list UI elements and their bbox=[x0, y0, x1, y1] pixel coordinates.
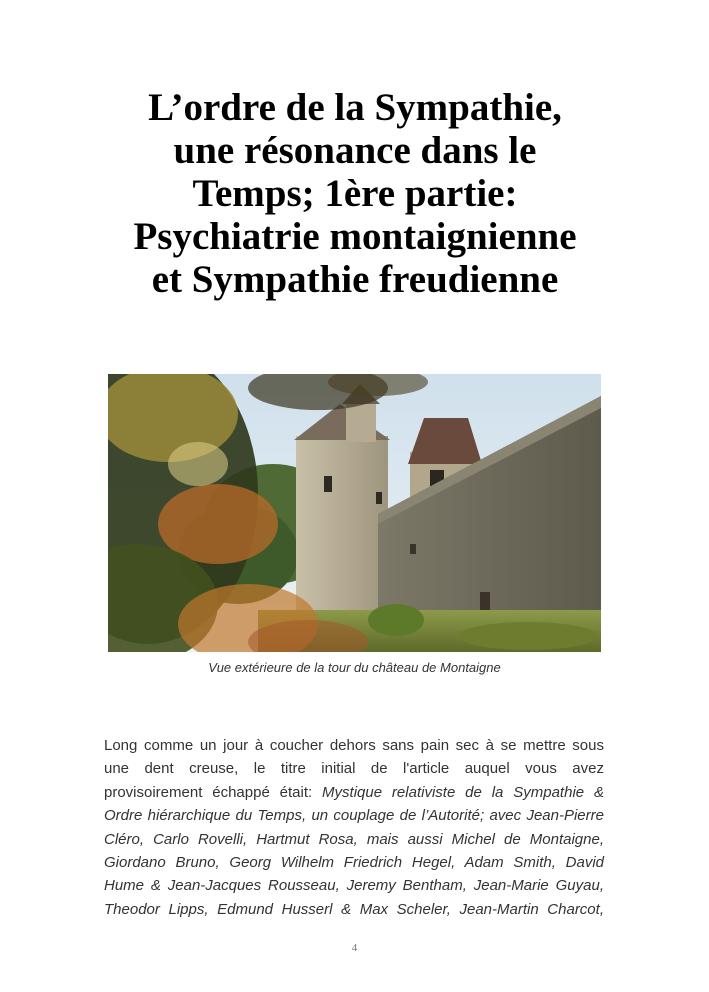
body-line: Cléro, Carlo Rovelli, Hartmut Rosa, mais aussi Michel de Montaigne, bbox=[104, 830, 604, 848]
title-line: Temps; 1ère partie: bbox=[192, 172, 518, 215]
title-line: et Sympathie freudienne bbox=[151, 258, 559, 301]
page-number: 4 bbox=[351, 942, 358, 954]
body-line: Giordano Bruno, Georg Wilhelm Friedrich Hegel, Adam Smith, David bbox=[104, 854, 604, 872]
chateau-photo bbox=[108, 374, 601, 652]
body-paragraph bbox=[104, 734, 604, 921]
body-line: Theodor Lipps, Edmund Husserl & Max Scheler, Jean-Martin Charcot, bbox=[104, 900, 604, 918]
body-line: une dent creuse, le titre initial de l'article auquel vous avez bbox=[104, 760, 604, 778]
body-italic: Mystique relativiste de la Sympathie & bbox=[322, 783, 604, 801]
body-line: Hume & Jean-Jacques Rousseau, Jeremy Bentham, Jean-Marie Guyau, bbox=[104, 877, 604, 895]
body-line: Ordre hiérarchique du Temps, un couplage de l’Autorité; avec Jean-Pierre bbox=[104, 807, 604, 825]
body-line bbox=[104, 781, 604, 804]
figure-caption: Vue extérieure de la tour du château de Montaigne bbox=[208, 660, 501, 675]
title-line: une résonance dans le bbox=[173, 129, 537, 172]
body-line: Long comme un jour à coucher dehors sans pain sec à se mettre sous bbox=[104, 737, 604, 754]
body-text: provisoirement échappé était: bbox=[104, 783, 323, 801]
title-line: L’ordre de la Sympathie, bbox=[148, 86, 562, 129]
document-title bbox=[90, 86, 620, 301]
title-line: Psychiatrie montaignienne bbox=[133, 215, 577, 258]
